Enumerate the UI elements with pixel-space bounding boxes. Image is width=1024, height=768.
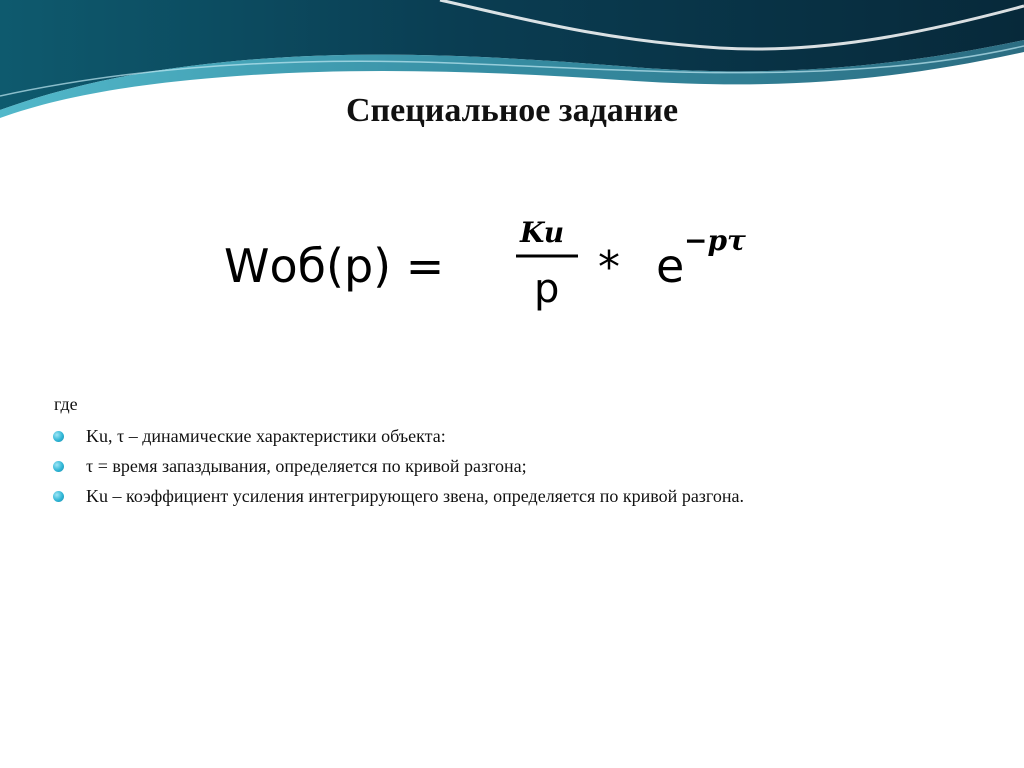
slide-body: [52, 390, 992, 512]
formula-lhs: Wоб(p) =: [224, 239, 445, 293]
list-item-text: Ku – коэффициент усиления интегрирующего звена, определяется по кривой разгона.: [86, 486, 744, 506]
formula-image: [220, 210, 768, 320]
list-item: [52, 422, 992, 451]
formula-operator: *: [598, 242, 620, 293]
bullet-list: [52, 422, 992, 511]
list-item: [52, 482, 992, 511]
bullet-dot-icon: [53, 431, 64, 442]
list-item-text: Ku, τ – динамические характеристики объекта:: [86, 426, 446, 446]
list-item-text: τ = время запаздывания, определяется по кривой разгона;: [86, 456, 527, 476]
bullet-dot-icon: [53, 491, 64, 502]
formula-denominator: p: [534, 266, 560, 312]
intro-text: где: [54, 394, 78, 414]
slide-title: Специальное задание: [345, 92, 679, 129]
formula-exponent: −pτ: [684, 224, 746, 257]
formula-numerator: Ku: [520, 216, 565, 249]
formula-base: e: [656, 239, 685, 293]
list-item: [52, 452, 992, 481]
bullet-dot-icon: [53, 461, 64, 472]
